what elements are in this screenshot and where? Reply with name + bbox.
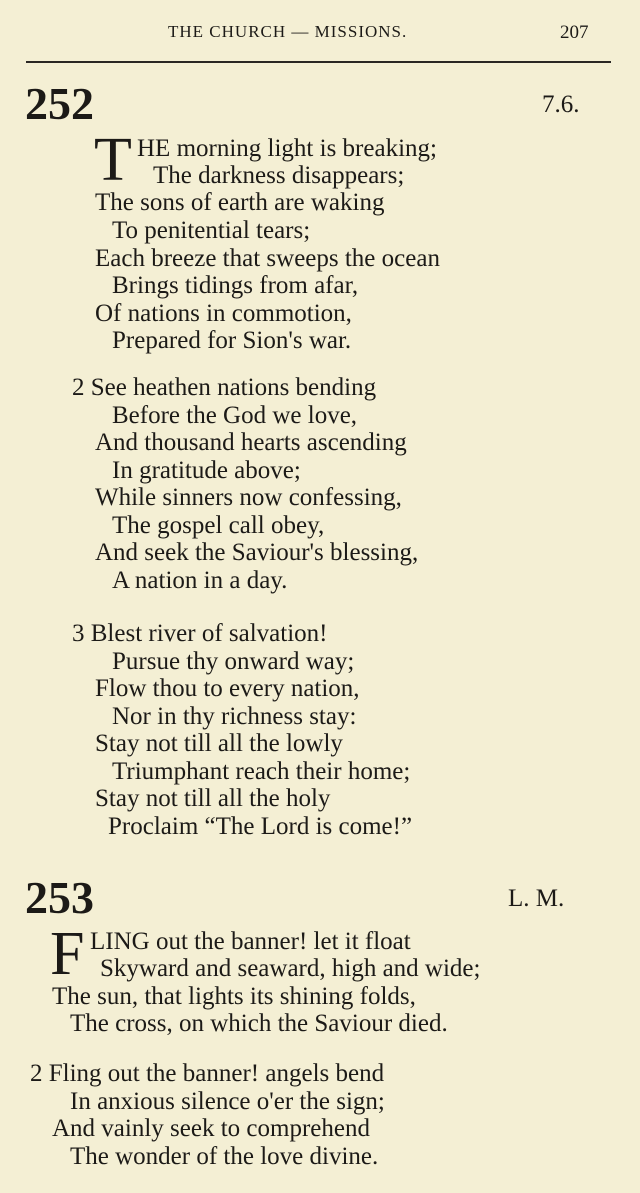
verse-line: 2 Fling out the banner! angels bend (30, 1060, 385, 1087)
running-title: THE CHURCH — MISSIONS. (168, 22, 408, 41)
hymn-number: 253 (25, 872, 94, 923)
verse-line: Stay not till all the lowly (95, 730, 343, 757)
verse-line: While sinners now confessing, (95, 484, 402, 511)
verse-line: And thousand hearts ascending (95, 429, 407, 456)
verse-line: And seek the Saviour's blessing, (95, 539, 419, 566)
verse-line: The cross, on which the Saviour died. (70, 1010, 448, 1037)
verse-line: To penitential tears; (112, 217, 311, 244)
page-number: 207 (560, 22, 589, 43)
drop-cap: T (94, 126, 132, 194)
verse-line: In anxious silence o'er the sign; (70, 1088, 385, 1115)
verse-line: Pursue thy onward way; (112, 648, 355, 675)
verse-line: Before the God we love, (112, 402, 358, 429)
verse-line: The gospel call obey, (112, 512, 325, 539)
verse-line: The sons of earth are waking (95, 189, 385, 216)
hymn-number: 252 (25, 78, 94, 129)
verse-line: Skyward and seaward, high and wide; (100, 955, 481, 982)
running-head (0, 20, 640, 46)
verse-line: The sun, that lights its shining folds, (52, 983, 416, 1010)
verse-line: Each breeze that sweeps the ocean (95, 245, 440, 272)
header-rule (26, 61, 611, 63)
verse-line: Stay not till all the holy (95, 785, 331, 812)
verse-line: HE morning light is breaking; (137, 135, 437, 162)
verse-line: In gratitude above; (112, 457, 301, 484)
verse-line: And vainly seek to comprehend (52, 1115, 370, 1142)
verse-line: Nor in thy richness stay: (112, 703, 357, 730)
verse-line: 3 Blest river of salvation! (72, 620, 328, 647)
verse-line: The wonder of the love divine. (70, 1143, 379, 1170)
hymn-meter: 7.6. (542, 91, 580, 118)
verse-line: Flow thou to every nation, (95, 675, 360, 702)
verse-line: A nation in a day. (112, 567, 288, 594)
verse-line: Triumphant reach their home; (112, 758, 411, 785)
verse-line: Proclaim “The Lord is come!” (108, 813, 413, 840)
drop-cap: F (50, 920, 85, 988)
verse-line: The darkness disappears; (153, 162, 405, 189)
verse-line: Brings tidings from afar, (112, 272, 359, 299)
verse-line: 2 See heathen nations bending (72, 374, 377, 401)
verse-line: Of nations in commotion, (95, 300, 352, 327)
hymn-meter: L. M. (508, 885, 565, 912)
verse-line: Prepared for Sion's war. (112, 327, 352, 354)
verse-line: LING out the banner! let it float (90, 928, 411, 955)
